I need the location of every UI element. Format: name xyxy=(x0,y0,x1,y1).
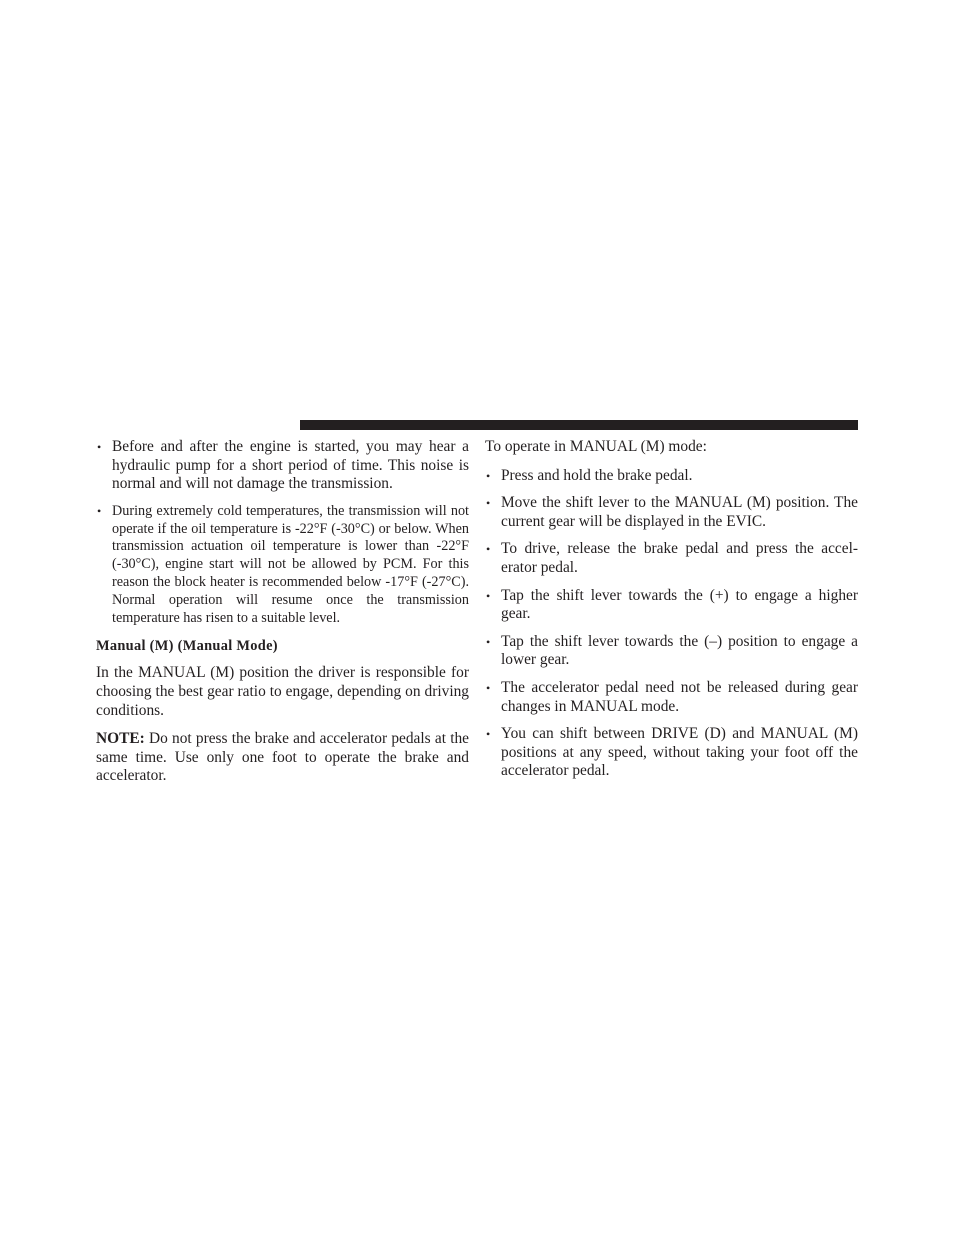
list-item-text: During extremely cold temperatures, the transmission will not operate if the oil temperature is -22°F (-30°C) or below. When transmission actuation oil temperature is lower than -22°F (-30°C), engine start will not be allowed by PCM. For this reason the block heater is recommended below -17°F (-27°C). Normal operation will resume once the transmission temperature has risen to a suitable level. xyxy=(112,502,469,626)
left-column xyxy=(96,438,469,786)
list-item xyxy=(96,438,469,494)
bullet-icon: • xyxy=(486,496,491,511)
note-paragraph xyxy=(96,730,469,786)
list-item xyxy=(485,725,858,781)
bullet-icon: • xyxy=(486,468,491,483)
list-item xyxy=(485,587,858,624)
bullet-icon: • xyxy=(97,440,102,454)
list-item xyxy=(485,633,858,670)
list-item xyxy=(485,679,858,716)
right-column xyxy=(485,438,858,781)
bullet-icon: • xyxy=(486,680,491,695)
section-header-bar xyxy=(300,420,858,430)
bullet-icon: • xyxy=(486,634,491,649)
list-item-text: The accelerator pedal need not be released during gear changes in MANUAL mode. xyxy=(501,678,858,715)
list-item xyxy=(485,540,858,577)
list-item-text: Press and hold the brake pedal. xyxy=(501,466,693,484)
section-heading: Manual (M) (Manual Mode) xyxy=(96,638,278,655)
right-bullet-list xyxy=(485,467,858,781)
list-item xyxy=(485,494,858,531)
bullet-icon: • xyxy=(486,542,491,557)
list-item-text: To drive, release the brake pedal and press the accel-erator pedal. xyxy=(501,540,858,576)
list-item-text: Before and after the engine is started, you may hear a hydraulic pump for a short period of time. This noise is normal and will not damage the transmission. xyxy=(112,438,469,493)
list-item-text: You can shift between DRIVE (D) and MANUAL (M) positions at any speed, without taking your foot off the accelerator pedal. xyxy=(501,725,858,780)
list-item xyxy=(96,503,469,628)
list-item-text: Move the shift lever to the MANUAL (M) position. The current gear will be displayed in the EVIC. xyxy=(501,494,858,530)
note-label: NOTE: xyxy=(96,730,145,748)
list-item-text: Tap the shift lever towards the (+) to engage a higher gear. xyxy=(501,586,858,623)
body-paragraph: In the MANUAL (M) position the driver is responsible for choosing the best gear ratio to engage, depending on driving conditions. xyxy=(96,664,469,719)
note-text: Do not press the brake and accelerator pedals at the same time. Use only one foot to operate the brake and accelerator. xyxy=(96,730,469,785)
list-item-text: Tap the shift lever towards the (–) position to engage a lower gear. xyxy=(501,632,858,669)
bullet-icon: • xyxy=(486,727,491,742)
list-item xyxy=(485,467,858,486)
bullet-icon: • xyxy=(486,588,491,603)
intro-paragraph: To operate in MANUAL (M) mode: xyxy=(485,438,707,455)
bullet-icon: • xyxy=(97,503,102,518)
left-bullet-list xyxy=(96,438,469,627)
